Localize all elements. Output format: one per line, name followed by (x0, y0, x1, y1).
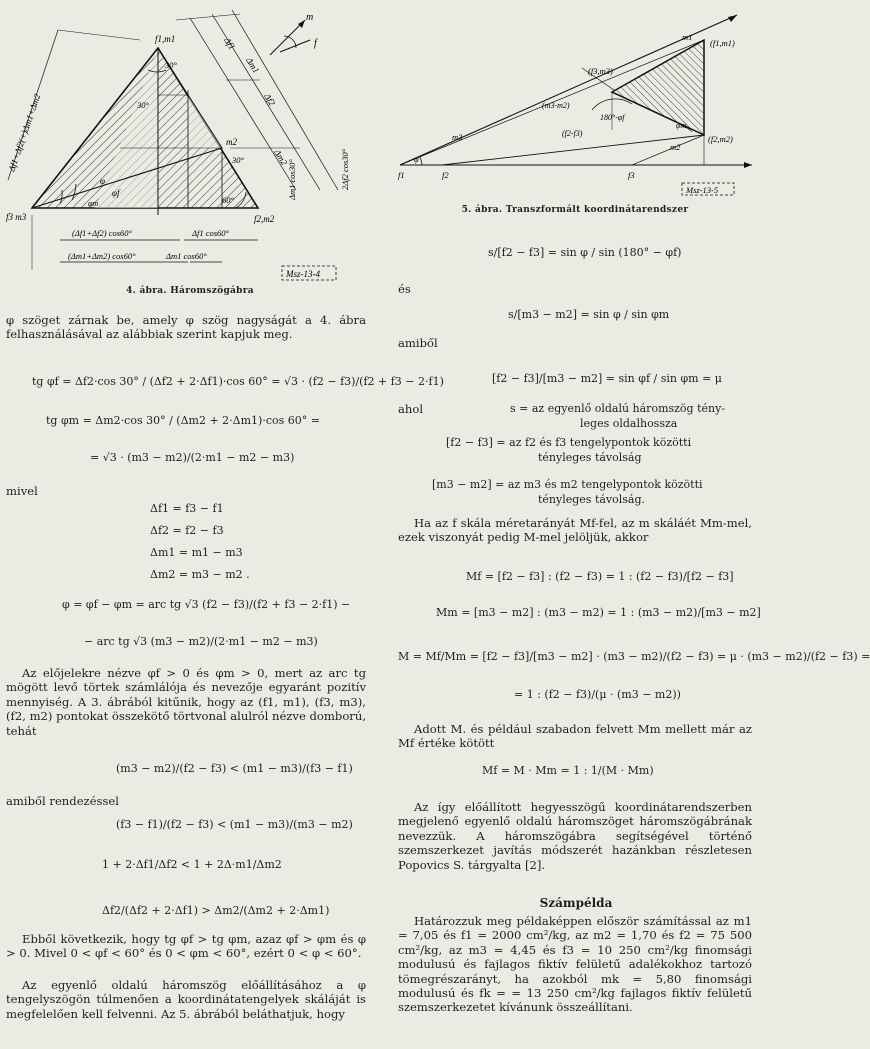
figure-4-triangle-diagram (0, 0, 390, 300)
fig4-inner-phif: φf (112, 188, 120, 198)
right-def3b: tényleges távolság. (538, 493, 646, 506)
left-eq-phi-2: − arc tg √3 (m3 − m2)/(2·m1 − m2 − m3) (84, 635, 318, 648)
fig5-m3m2: (m3-m2) (542, 101, 570, 110)
fig4-dim-dm2: Δm2 (272, 147, 290, 167)
left-paragraph-4: Az egyenlő oldalú háromszög előállításához a φ tengelyszögön túlmenően a koordinátatengelyek skáláját is megfelelően kell felvenni. Az 5. ábrából beláthatjuk, hogy (6, 978, 366, 1021)
left-ineq-4: Δf2/(Δf2 + 2·Δf1) > Δm2/(Δm2 + 2·Δm1) (102, 904, 330, 917)
fig5-f1m1: (f1,m1) (710, 38, 735, 48)
left-def-1: Δf1 = f3 − f1 (150, 502, 224, 515)
fig4-vertex-mid: m2 (226, 137, 237, 147)
right-amibol: amiből (398, 336, 438, 350)
transformed-triangle (612, 40, 704, 135)
fig4-angle-2: 30° (232, 155, 244, 165)
right-eq-3: [f2 − f3]/[m3 − m2] = sin φf / sin φm = μ (492, 372, 722, 385)
left-ineq-3: 1 + 2·Δf1/Δf2 < 1 + 2Δ·m1/Δm2 (102, 858, 282, 871)
fig5-f3: f3 (628, 170, 635, 180)
fig4-dim-dm1: Δm1 (244, 55, 262, 75)
fig4-bottom-4: Δm1 cos60° (166, 251, 207, 261)
left-def-3: Δm1 = m1 − m3 (150, 546, 243, 559)
fig5-f2f3: (f2-f3) (562, 129, 583, 138)
fig4-bottom-3: (Δm1+Δm2) cos60° (68, 251, 136, 261)
fig5-f2: f2 (442, 170, 449, 180)
right-def2a: [f2 − f3] = az f2 és f3 tengelypontok közötti (446, 436, 692, 449)
figure-5-caption: 5. ábra. Transzformált koordinátarendszer (461, 205, 689, 215)
right-eq-m: M = Mf/Mm = [f2 − f3]/[m3 − m2] · (m3 − m2)/(f2 − f3) = μ · (m3 − m2)/(f2 − f3) = (398, 650, 870, 663)
left-ineq-2: (f3 − f1)/(f2 − f3) < (m1 − m3)/(m3 − m2) (116, 818, 353, 831)
right-def3a: [m3 − m2] = az m3 és m2 tengelypontok közötti (432, 478, 703, 491)
fig4-angle-3: 60° (222, 195, 234, 205)
fig5-f3m3: (f3,m3) (588, 66, 613, 76)
right-eq-1: s/[f2 − f3] = sin φ / sin (180° − φf) (488, 246, 682, 259)
fig4-right-dim-1: Δm1 cos30° (287, 159, 297, 200)
left-paragraph-1: φ szöget zárnak be, amely φ szög nagyságát a 4. ábra felhasználásával az alábbiak szerint kapjuk meg. (6, 313, 366, 342)
fig5-angle: 180°-φf (600, 113, 625, 122)
fig5-m1: m1 (682, 32, 693, 42)
fig4-inner-phi: φ (100, 176, 105, 186)
left-eq-tgphim-result: = √3 · (m3 − m2)/(2·m1 − m2 − m3) (90, 451, 295, 464)
right-paragraph-1: Ha az f skála méretarányát Mf-fel, az m skáláét Mm-mel, ezek viszonyát pedig M-mel jelöljük, akkor (398, 516, 752, 545)
right-def1a: s = az egyenlő oldalú háromszög tény- (510, 402, 726, 415)
right-eq-2: s/[m3 − m2] = sin φ / sin φm (508, 308, 670, 321)
left-mivel: mivel (6, 484, 38, 498)
figure-5-coordinate-diagram (392, 0, 760, 220)
left-amibol: amiből rendezéssel (6, 794, 119, 808)
fig4-left-dim: Δf1+Δf2(+)Δm1+Δm2 (6, 92, 43, 173)
fig5-phim: φm (676, 121, 687, 130)
left-paragraph-3: Ebből következik, hogy tg φf > tg φm, azaz φf > φm és φ > 0. Mivel 0 < φf < 60° és 0 < φm < 60°, ezért 0 < φ < 60°. (6, 932, 366, 961)
right-eq-mf: Mf = [f2 − f3] : (f2 − f3) = 1 : (f2 − f3)/[f2 − f3] (466, 570, 734, 583)
right-eq-m-result: = 1 : (f2 − f3)/(μ · (m3 − m2)) (514, 688, 681, 701)
fig4-bottom-2: Δf1 cos60° (192, 228, 229, 238)
fig5-label: Msz-13-5 (686, 185, 719, 195)
fig5-phi: φ (414, 154, 419, 164)
right-ahol: ahol (398, 402, 424, 416)
fig4-vertex-left: f3 m3 (6, 212, 27, 222)
fig4-vertex-right: f2,m2 (254, 214, 275, 224)
left-eq-tgphim: tg φm = Δm2·cos 30° / (Δm2 + 2·Δm1)·cos 60° = (46, 414, 320, 427)
fig4-inner-phim: φm (88, 199, 99, 208)
right-es: és (398, 282, 411, 296)
right-eq-mm: Mm = [m3 − m2] : (m3 − m2) = 1 : (m3 − m2)/[m3 − m2] (436, 606, 761, 619)
left-eq-tgphif: tg φf = Δf2·cos 30° / (Δf2 + 2·Δf1)·cos 60° = √3 · (f2 − f3)/(f2 + f3 − 2·f1) (32, 375, 444, 388)
right-def2b: tényleges távolság (538, 451, 642, 464)
left-def-4: Δm2 = m3 − m2 . (150, 568, 250, 581)
fig5-f1: f1 (398, 170, 405, 180)
right-paragraph-2: Adott M. és például szabadon felvett Mm mellett már az Mf értéke kötött (398, 722, 752, 751)
left-paragraph-2: Az előjelekre nézve φf > 0 és φm > 0, mert az arc tg mögött levő törtek számlálója és nevezője egyaránt pozitív mennyiség. A 3. ábrából kitűnik, hogy az (f1, m1), (f3, m3), (f2, m2) pontokat összekötő törtvonal alulról nézve domború, tehát (6, 666, 366, 738)
right-paragraph-4: Határozzuk meg példaképpen először számítással az m1 = 7,05 és f1 = 2000 cm²/kg, az m2 = 1,70 és f2 = 75 500 cm²/kg, az m3 = 4,45 és f3 = 10 250 cm²/kg finomsági modulusú és fajlagos fiktív felületű adalékokhoz tartozó tömegrészarányt, ha azokból mk = 5,80 finomsági modulusú és fk = = 13 250 cm²/kg fajlagos fiktív felületű szemszerkezetet kívánunk összeállítani. (398, 914, 752, 1015)
fig5-m2: m2 (670, 142, 681, 152)
fig4-bottom-1: (Δf1+Δf2) cos60° (72, 228, 132, 238)
fig4-legend-f: f (314, 38, 317, 49)
fig4-label: Msz-13-4 (286, 269, 320, 279)
fig4-dim-df1: Δf1 (222, 35, 238, 52)
fig4-legend-m: m (306, 12, 314, 23)
fig4-right-dim-2: 2Δf2 cos30° (340, 148, 350, 190)
left-eq-phi: φ = φf − φm = arc tg √3 (f2 − f3)/(f2 + f3 − 2·f1) − (62, 598, 351, 611)
fig5-m3: m3 (452, 132, 463, 142)
section-heading-szampelda: Számpélda (539, 896, 613, 910)
left-ineq-1: (m3 − m2)/(f2 − f3) < (m1 − m3)/(f3 − f1) (116, 762, 353, 775)
right-eq-mf-result: Mf = M · Mm = 1 : 1/(M · Mm) (482, 764, 654, 777)
fig4-vertex-top: f1,m1 (155, 34, 176, 44)
right-paragraph-3: Az így előállított hegyesszögű koordinátarendszerben megjelenő egyenlő oldalú háromszöget háromszögábrának nevezzük. A háromszögábra segítségével történő szemszerkezet javítás módszerét hazánkban részletesen Popovics S. tárgyalta [2]. (398, 800, 752, 872)
fig4-angle-4: 30° (165, 60, 177, 70)
fig4-dim-df2: Δf2 (262, 91, 278, 108)
fig5-f2m2: (f2,m2) (708, 134, 733, 144)
figure-4-caption: 4. ábra. Háromszögábra (126, 286, 254, 296)
left-def-2: Δf2 = f2 − f3 (150, 524, 224, 537)
right-def1b: leges oldalhossza (580, 417, 678, 430)
fig4-angle-1: 30° (137, 100, 149, 110)
